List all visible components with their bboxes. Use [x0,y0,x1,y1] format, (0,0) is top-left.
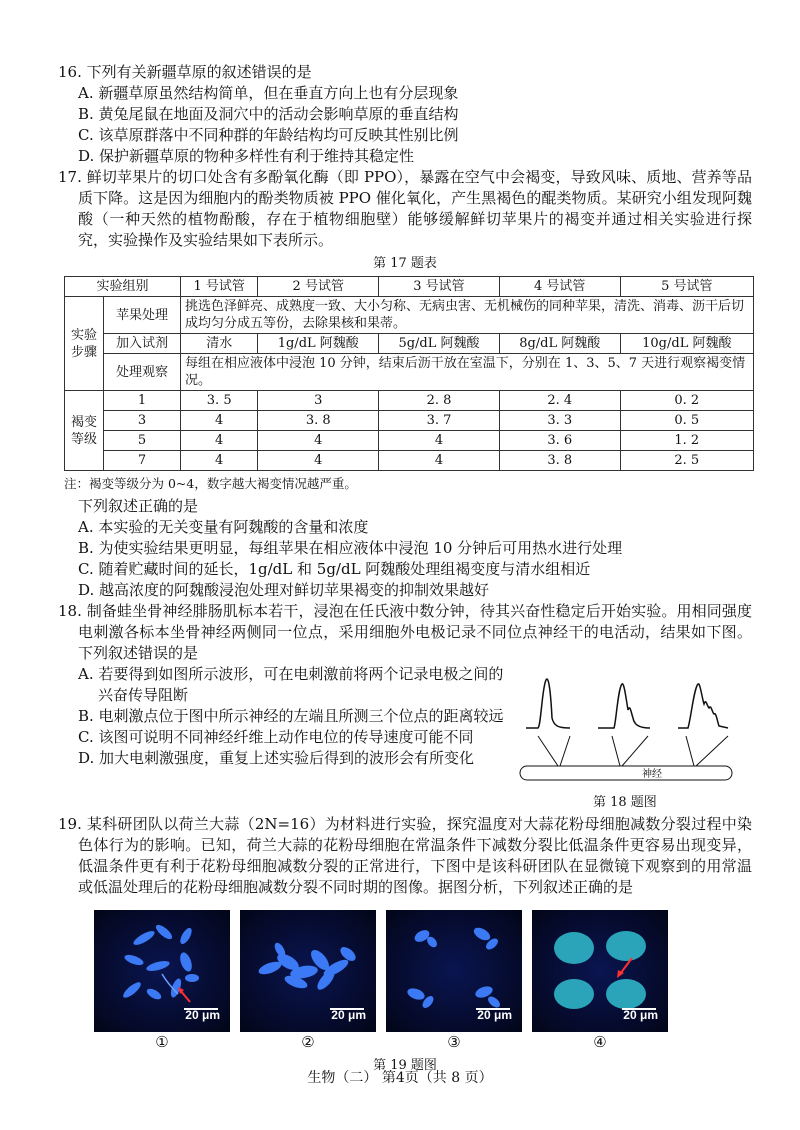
leader-line [622,736,648,766]
table-row [65,411,754,431]
table-row [65,297,754,334]
value-cell: 3 [258,391,379,411]
q18-area [58,664,752,814]
value-cell: 4 [379,431,500,451]
q18-option-b: B. 电刺激点位于图中所示神经的左端且所测三个位点的距离较远 [78,707,504,725]
waveform-3 [678,684,728,728]
q17-option-d: D. 越高浓度的阿魏酸浸泡处理对鲜切苹果褐变的抑制效果越好 [78,581,490,599]
q17-question: 下列叙述正确的是 [78,497,199,515]
value-cell: 2. 4 [499,391,620,411]
table-header-cell: 4 号试管 [499,277,620,297]
day-cell: 3 [104,411,181,431]
value-cell: 3. 7 [379,411,500,431]
reagent-cell: 8g/dL 阿魏酸 [499,334,620,354]
value-cell: 4 [258,431,379,451]
scale-label: 20 μm [185,1008,220,1022]
table-row [65,431,754,451]
q16-option-b: B. 黄兔尾鼠在地面及洞穴中的活动会影响草原的垂直结构 [78,105,459,123]
micrograph-labels [94,1032,752,1053]
q19-figure-caption: 第 19 题图 [373,1058,437,1073]
leader-line [686,736,694,766]
exam-page [58,62,752,1078]
value-cell: 1. 2 [620,431,753,451]
value-cell: 3. 6 [499,431,620,451]
table-header-cell: 5 号试管 [620,277,753,297]
micrograph-label: ① [155,1033,169,1051]
value-cell: 4 [181,431,258,451]
value-cell: 2. 5 [620,451,753,471]
table-row [65,391,754,411]
table-header-cell: 2 号试管 [258,277,379,297]
q18-options [58,664,508,769]
leader-line [538,736,558,766]
value-cell: 0. 2 [620,391,753,411]
q19-stem: 19. 某科研团队以荷兰大蒜（2N=16）为材料进行实验，探究温度对大蒜花粉母细胞减数分裂过程中染色体行为的影响。已知，荷兰大蒜的花粉母细胞在常温条件下减数分裂比低温条件更容易出现变异，低温条件更有利于花粉母细胞减数分裂的正常进行，下图中是该科研团队在显微镜下观察到的用常温或低温处理后的花粉母细胞减数分裂不同时期的图像。据图分析，下列叙述正确的是 [58,815,752,896]
micrograph-row [94,910,752,1032]
grade-label: 褐变等级 [65,391,104,471]
q16-option-a: A. 新疆草原虽然结构简单，但在垂直方向上也有分层现象 [78,84,459,102]
scale-label: 20 μm [331,1008,366,1022]
day-cell: 1 [104,391,181,411]
table-header-cell: 1 号试管 [181,277,258,297]
leader-line [560,736,570,766]
nerve-waveform-figure [516,668,741,808]
reagent-label: 加入试剂 [104,334,181,354]
value-cell: 4 [181,451,258,471]
value-cell: 3. 5 [181,391,258,411]
q18-option-a: A. 若要得到如图所示波形，可在电刺激前将两个记录电极之间的兴奋传导阻断 [78,665,504,704]
micrograph-1 [94,910,230,1032]
steps-label: 实验步骤 [65,297,104,391]
q17-option-a: A. 本实验的无关变量有阿魏酸的含量和浓度 [78,518,369,536]
value-cell: 2. 8 [379,391,500,411]
page-footer: 生物（二） 第4页（共 8 页） [307,1070,493,1086]
q16-option-c: C. 该草原群落中不同种群的年龄结构均可反映其性别比例 [78,126,459,144]
observe-text: 每组在相应液体中浸泡 10 分钟，结束后沥干放在室温下，分别在 1、3、5、7 天进行观察褐变情况。 [181,354,754,391]
table-row [65,451,754,471]
table-row [65,334,754,354]
q17-option-b: B. 为使实验结果更明显，每组苹果在相应液体中浸泡 10 分钟后可用热水进行处理 [78,539,623,557]
reagent-cell: 5g/dL 阿魏酸 [379,334,500,354]
value-cell: 4 [181,411,258,431]
q18-stem: 18. 制备蛙坐骨神经腓肠肌标本若干，浸泡在任氏液中数分钟，待其兴奋性稳定后开始实验。用相同强度电刺激各标本坐骨神经两侧同一位点，采用细胞外电极记录不同位点神经干的电活动，结果如下图。下列叙述错误的是 [58,602,752,662]
scale-label: 20 μm [623,1008,658,1022]
day-cell: 5 [104,431,181,451]
apple-label: 苹果处理 [104,297,181,334]
value-cell: 4 [379,451,500,471]
micrograph-label: ③ [447,1033,461,1051]
value-cell: 3. 8 [499,451,620,471]
waveform-1 [526,679,570,728]
q16-stem: 16. 下列有关新疆草原的叙述错误的是 [58,63,312,81]
micrograph-3 [386,910,522,1032]
nerve-tube [520,766,732,780]
reagent-cell: 清水 [181,334,258,354]
table-row [65,354,754,391]
q18-option-c: C. 该图可说明不同神经纤维上动作电位的传导速度可能不同 [78,728,474,746]
q17-table [64,276,754,471]
waveform-2 [598,684,650,728]
leader-line [696,736,728,766]
observe-label: 处理观察 [104,354,181,391]
q17-option-c: C. 随着贮藏时间的延长，1g/dL 和 5g/dL 阿魏酸处理组褐变度与清水组相近 [78,560,591,578]
reagent-cell: 10g/dL 阿魏酸 [620,334,753,354]
scale-label: 20 μm [477,1008,512,1022]
q17-table-caption: 第 17 题表 [373,256,437,271]
micrograph-label: ② [301,1033,315,1051]
q17-stem: 17. 鲜切苹果片的切口处含有多酚氧化酶（即 PPO），暴露在空气中会褐变，导致风味、质地、营养等品质下降。这是因为细胞内的酚类物质被 PPO 催化氧化，产生黑褐色的醌类物质。某研究小组发现阿魏酸（一种天然的植物酚酸，存在于植物细胞壁）能够缓解鲜切苹果片的褐变并通过相关实验进行探究，实验操作及实验结果如下表所示。 [58,168,752,249]
apple-text: 挑选色泽鲜亮、成熟度一致、大小匀称、无病虫害、无机械伤的同种苹果，清洗、消毒、沥干后切成均匀分成五等份，去除果核和果蒂。 [181,297,754,334]
value-cell: 4 [258,451,379,471]
q18-option-d: D. 加大电刺激强度，重复上述实验后得到的波形会有所变化 [78,749,475,767]
value-cell: 3. 8 [258,411,379,431]
table-header-row [65,277,754,297]
day-cell: 7 [104,451,181,471]
reagent-cell: 1g/dL 阿魏酸 [258,334,379,354]
q16-option-d: D. 保护新疆草原的物种多样性有利于维持其稳定性 [78,147,415,165]
micrograph-2 [240,910,376,1032]
table-header-cell: 3 号试管 [379,277,500,297]
table-header-cell: 实验组别 [65,277,181,297]
nerve-label: 神经 [642,769,662,780]
value-cell: 0. 5 [620,411,753,431]
q17-note: 注：褐变等级分为 0~4，数字越大褐变情况越严重。 [64,476,357,491]
micrograph-label: ④ [593,1033,607,1051]
value-cell: 3. 3 [499,411,620,431]
micrograph-4 [532,910,668,1032]
q18-figure-caption: 第 18 题图 [593,795,657,810]
leader-line [612,736,620,766]
